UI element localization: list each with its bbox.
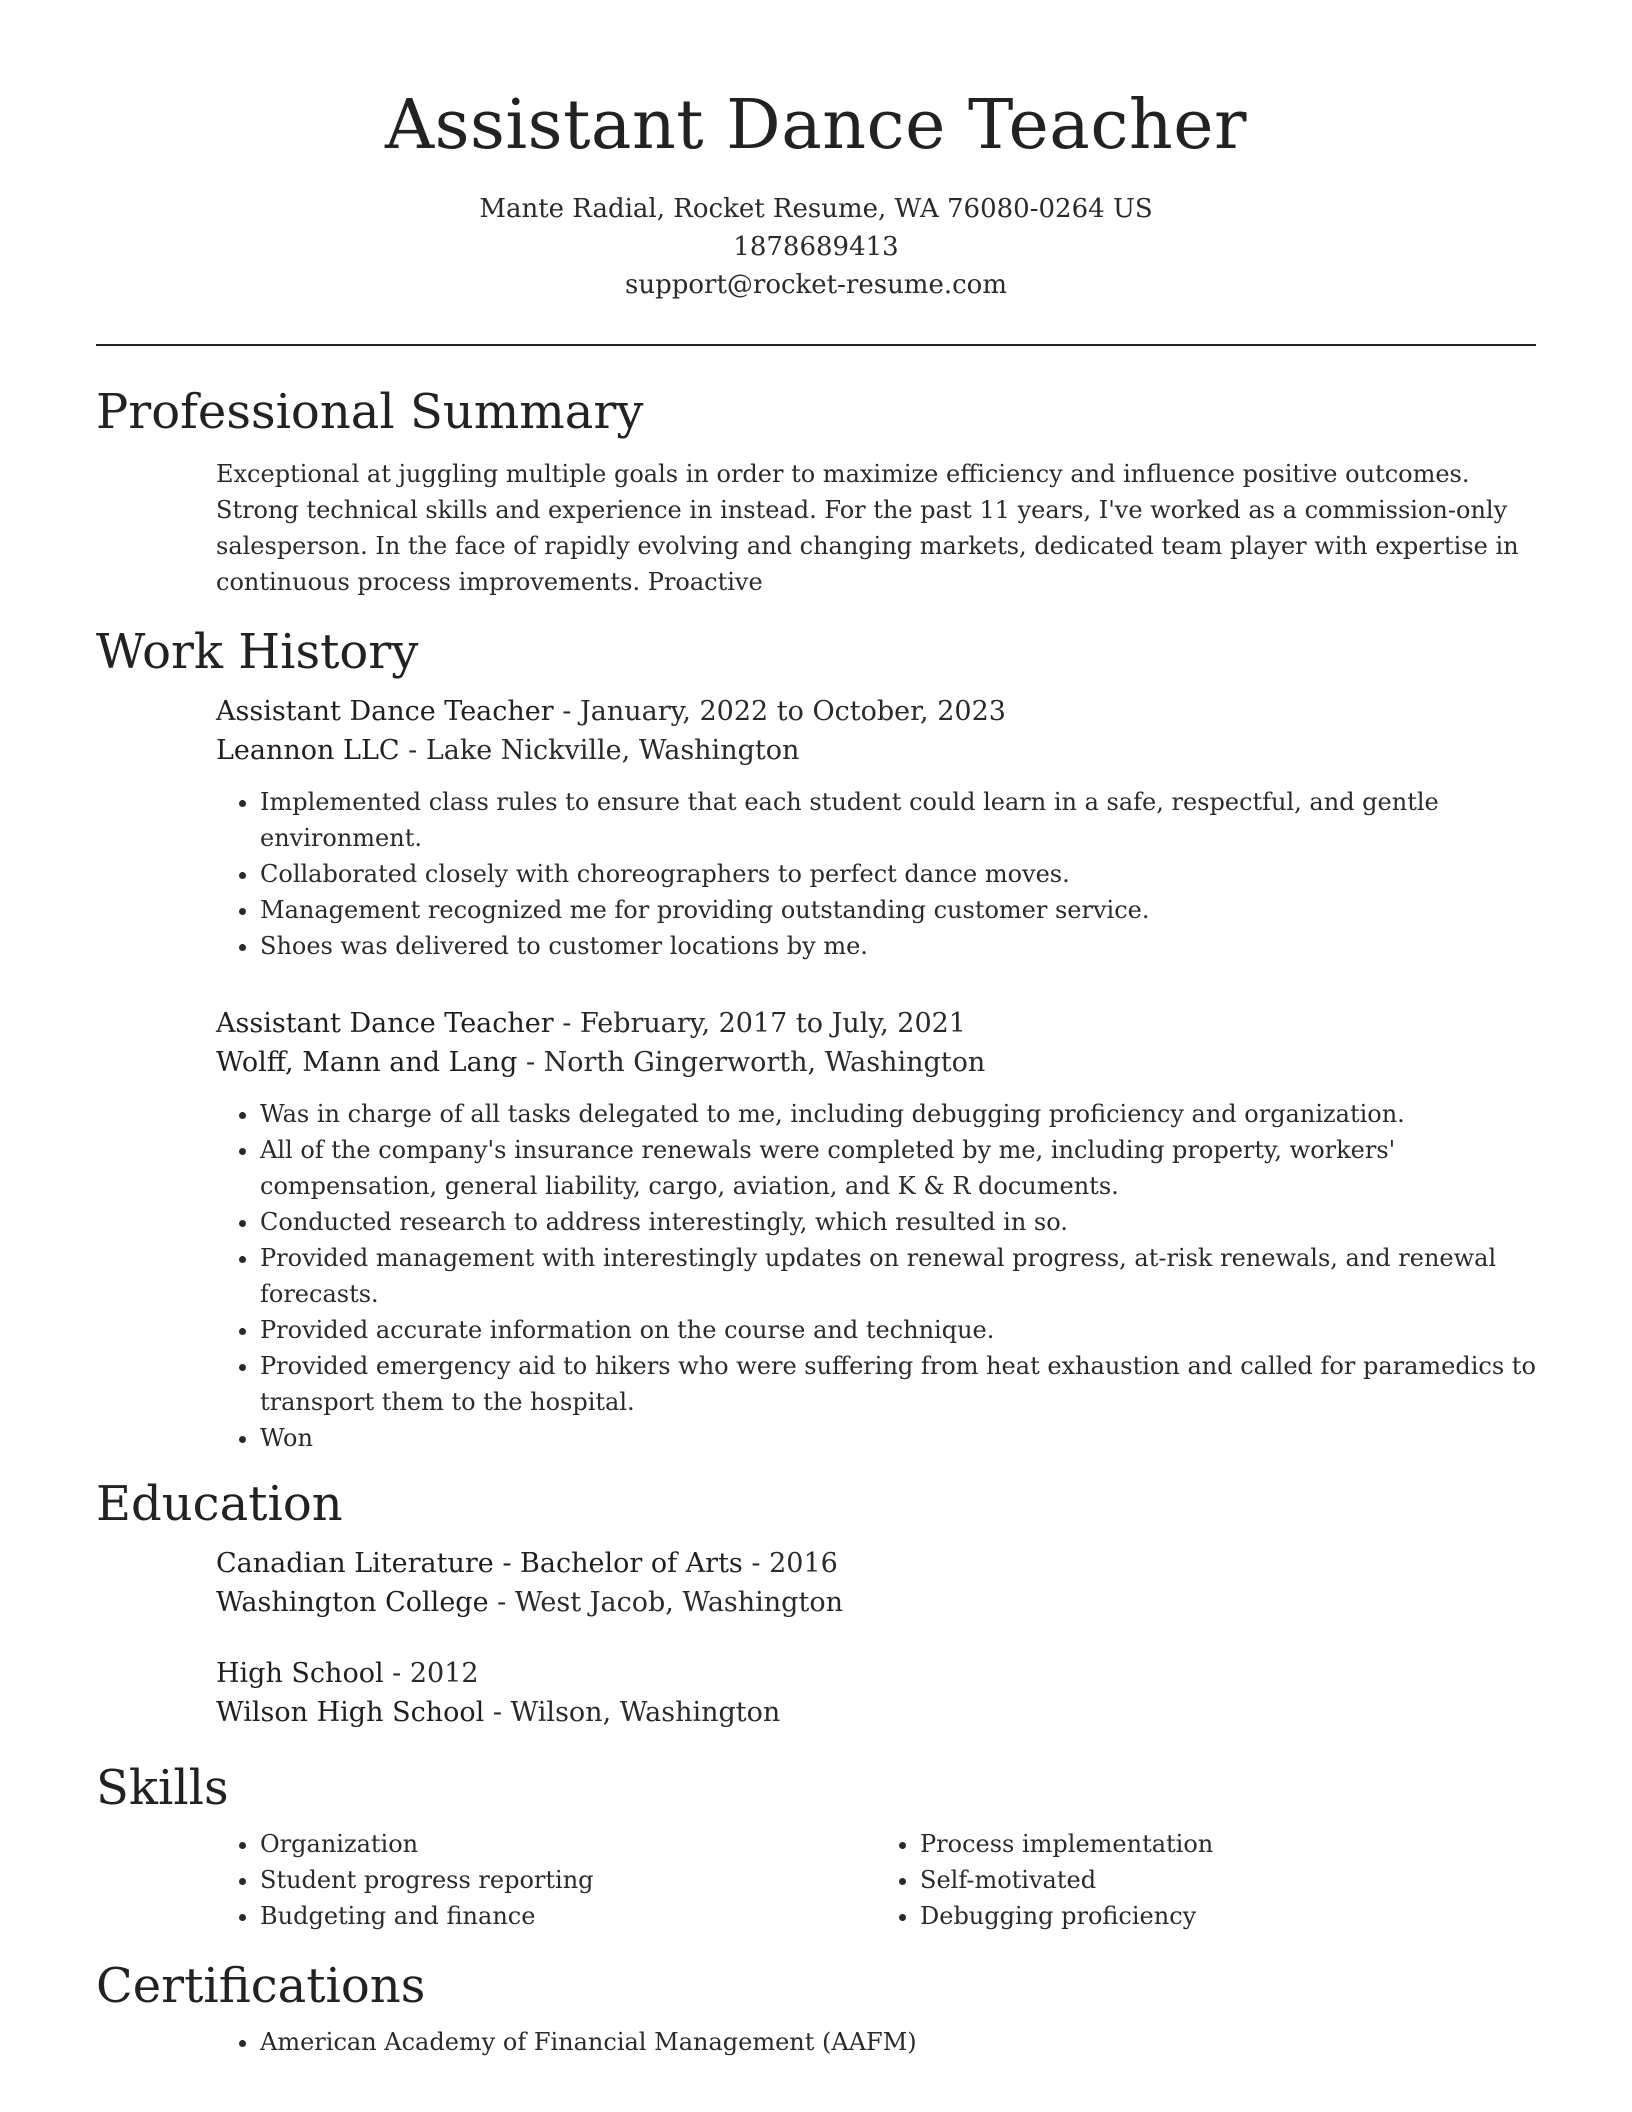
list-item: • Provided emergency aid to hikers who were suffering from heat exhaustion and called for paramedics to transport them to the hospital. — [260, 1348, 1536, 1420]
list-item: • Collaborated closely with choreographers to perfect dance moves. — [260, 856, 1536, 892]
job-bullets — [216, 1096, 1536, 1456]
list-item: • Was in charge of all tasks delegated to me, including debugging proficiency and organization. — [260, 1096, 1536, 1132]
education-school: Washington College — [216, 1587, 489, 1618]
skills-section — [96, 1758, 1536, 1934]
education-degree: Canadian Literature - Bachelor of Arts — [216, 1548, 743, 1579]
job-company-line — [216, 1043, 1536, 1082]
job-position: Assistant Dance Teacher — [216, 1008, 554, 1039]
list-item: • Student progress reporting — [260, 1862, 876, 1898]
job-title-line — [216, 692, 1536, 731]
list-item: • Process implementation — [920, 1826, 1536, 1862]
job-dates: - January, 2022 to October, 2023 — [553, 696, 1006, 727]
section-title-certifications: Certifications — [96, 1958, 426, 2014]
list-item: • Conducted research to address interestingly, which resulted in so. — [260, 1204, 1536, 1240]
education-school-line — [216, 1693, 1536, 1732]
job-location: - Lake Nickville, Washington — [399, 735, 800, 766]
certifications-list — [216, 2024, 1536, 2060]
section-title-skills: Skills — [96, 1760, 229, 1816]
skills-grid — [216, 1818, 1536, 1934]
education-year: - 2012 — [383, 1658, 479, 1689]
education-school-line — [216, 1583, 1536, 1622]
education-location: - West Jacob, Washington — [488, 1587, 843, 1618]
work-history-section — [96, 622, 1536, 1456]
list-item: • Provided management with interestingly updates on renewal progress, at-risk renewals, and renewal forecasts. — [260, 1240, 1536, 1312]
list-item: • Provided accurate information on the course and technique. — [260, 1312, 1536, 1348]
education-degree-line — [216, 1544, 1536, 1583]
section-title-education: Education — [96, 1476, 343, 1532]
skills-list-left — [216, 1826, 876, 1934]
list-item: • American Academy of Financial Management (AAFM) — [260, 2024, 1536, 2060]
education-section — [96, 1474, 1536, 1732]
job-bullets — [216, 784, 1536, 964]
education-year: - 2016 — [742, 1548, 838, 1579]
job-location: - North Gingerworth, Washington — [517, 1047, 986, 1078]
job-position: Assistant Dance Teacher — [216, 696, 554, 727]
education-entry — [216, 1654, 1536, 1732]
education-school: Wilson High School — [216, 1697, 485, 1728]
list-item: • All of the company's insurance renewals were completed by me, including property, workers' compensation, general liability, cargo, aviation, and K & R documents. — [260, 1132, 1536, 1204]
list-item: • Implemented class rules to ensure that each student could learn in a safe, respectful, and gentle environment. — [260, 784, 1536, 856]
education-entry — [216, 1544, 1536, 1622]
resume-header — [96, 0, 1536, 304]
list-item: • Won — [260, 1420, 1536, 1456]
certifications-section — [96, 1956, 1536, 2060]
list-item: • Self-motivated — [920, 1862, 1536, 1898]
list-item: • Budgeting and finance — [260, 1898, 876, 1934]
contact-phone: 1878689413 — [733, 232, 899, 262]
contact-address: Mante Radial, Rocket Resume, WA 76080-0264 US — [479, 194, 1153, 224]
header-divider — [96, 344, 1536, 346]
skills-list-right — [876, 1826, 1536, 1934]
job-entry — [216, 1004, 1536, 1456]
certifications-block — [216, 2024, 1536, 2060]
section-title-summary: Professional Summary — [96, 384, 644, 440]
job-title-line — [216, 1004, 1536, 1043]
summary-section — [96, 382, 1536, 600]
job-company: Wolff, Mann and Lang — [216, 1047, 518, 1078]
contact-block — [96, 190, 1536, 304]
list-item: • Debugging proficiency — [920, 1898, 1536, 1934]
education-degree: High School — [216, 1658, 384, 1689]
list-item: • Management recognized me for providing outstanding customer service. — [260, 892, 1536, 928]
job-company: Leannon LLC — [216, 735, 400, 766]
list-item: • Organization — [260, 1826, 876, 1862]
job-entry — [216, 692, 1536, 964]
education-location: - Wilson, Washington — [484, 1697, 781, 1728]
job-company-line — [216, 731, 1536, 770]
list-item: • Shoes was delivered to customer locations by me. — [260, 928, 1536, 964]
job-dates: - February, 2017 to July, 2021 — [553, 1008, 966, 1039]
candidate-name: Assistant Dance Teacher — [385, 86, 1247, 165]
education-degree-line — [216, 1654, 1536, 1693]
contact-email: support@rocket-resume.com — [624, 270, 1007, 300]
summary-text: Exceptional at juggling multiple goals in order to maximize efficiency and influence positive outcomes. Strong technical skills and experience in instead. For the past 11 years, I've worked as a commission-only salesperson. In the face of rapidly evolving and changing markets, dedicated team player with expertise in continuous process improvements. Proactive — [216, 460, 1519, 596]
section-title-work-history: Work History — [96, 624, 419, 680]
